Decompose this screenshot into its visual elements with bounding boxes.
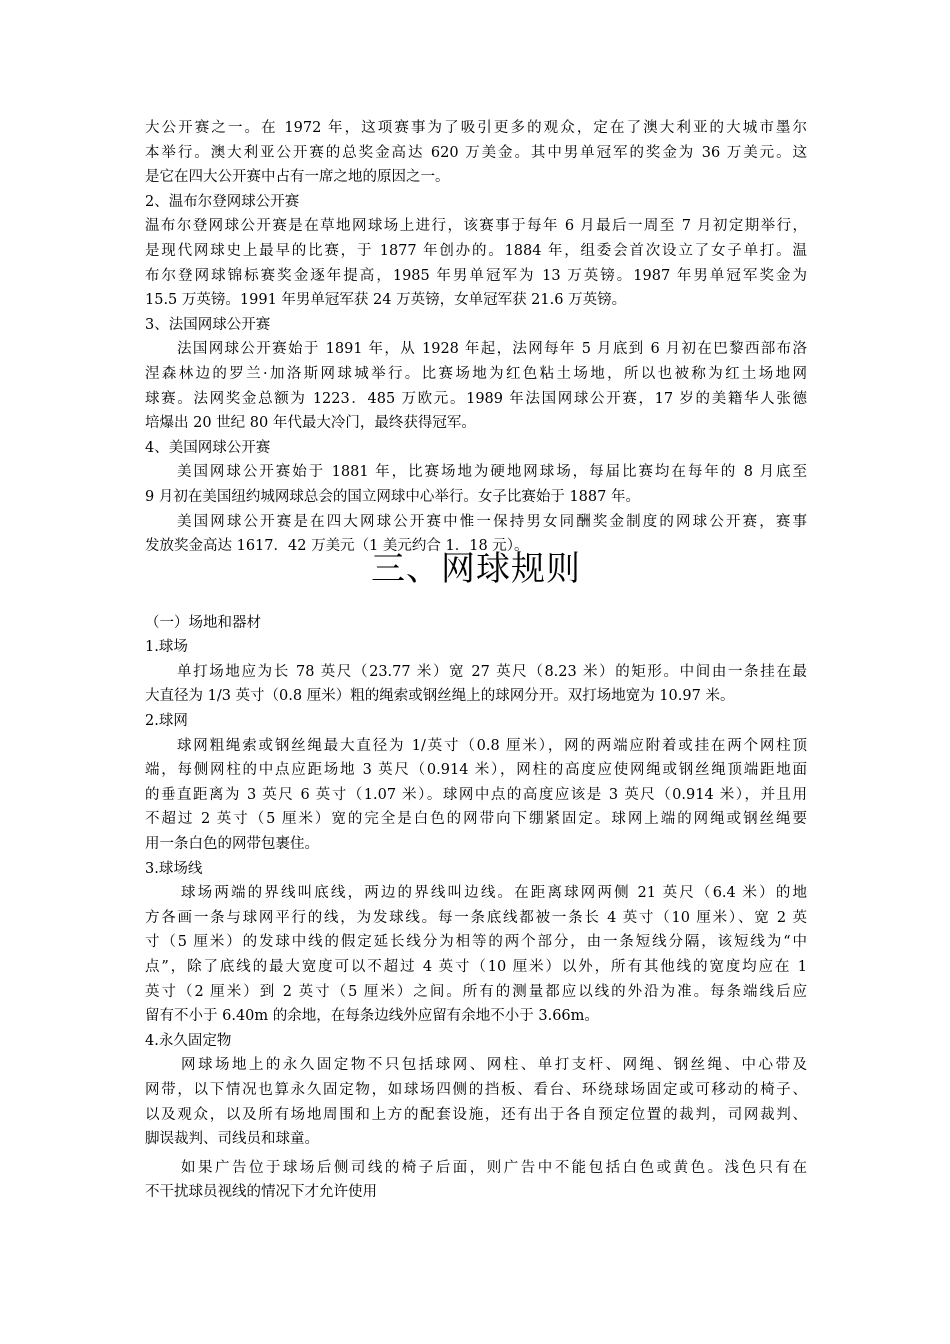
text-line: 单打场地应为长 78 英尺（23.77 米）宽 27 英尺（8.23 米）的矩形。中间由一条挂在最 [177,663,807,680]
court-heading: 1.球场 [145,639,188,656]
us-open-paragraph [145,460,807,558]
text-line: 端，每侧网柱的中点应距场地 3 英尺（0.914 米），网柱的高度应使网绳或钢丝绳顶端距地面 [145,762,807,779]
text-line: 不干扰球员视线的情况下才允许使用 [145,1184,377,1201]
text-line: 布尔登网球锦标赛奖金逐年提高，1985 年男单冠军为 13 万英镑。1987 年男单冠军奖金为 [145,267,807,284]
text-line: 的垂直距离为 3 英尺 6 英寸（1.07 米）。球网中点的高度应该是 3 英尺（0.914 米），并且用 [145,786,807,803]
text-line: 球网粗绳索或钢丝绳最大直径为 1/英寸（0.8 厘米），网的两端应附着或挂在两个网柱顶 [177,737,807,754]
rules-sub-heading: （一）场地和器材 [145,614,261,631]
text-line: 美国网球公开赛始于 1881 年，比赛场地为硬地网球场，每届比赛均在每年的 8 月底至 [177,464,807,481]
text-line: 温布尔登网球公开赛是在草地网球场上进行，该赛事于每年 6 月最后一周至 7 月初定期举行， [145,218,807,235]
text-line: 培爆出 20 世纪 80 年代最大冷门，最终获得冠军。 [145,415,476,432]
text-line: 留有不小于 6.40m 的余地，在每条边线外应留有余地不小于 3.66m。 [145,1008,599,1025]
text-line: 网球场地上的永久固定物不只包括球网、网柱、单打支杆、网绳、钢丝绳、中心带及 [181,1057,807,1074]
french-open-paragraph [145,337,807,435]
text-line: 以及观众，以及所有场地周围和上方的配套设施，还有出于各自预定位置的裁判，司网裁判、 [145,1106,807,1123]
text-line: 是现代网球史上最早的比赛，于 1877 年创办的。1884 年，组委会首次设立了女子单打。温 [145,242,807,259]
text-line: 发放奖金高达 1617．42 万美元（1 美元约合 1．18 元）。 [145,538,529,555]
text-line: 网带，以下情况也算永久固定物，如球场四侧的挡板、看台、环绕球场固定或可移动的椅子、 [145,1081,807,1098]
text-line: 不超过 2 英寸（5 厘米）宽的完全是白色的网带向下绷紧固定。球网上端的网绳或钢丝绳要 [145,811,807,828]
wimbledon-heading: 2、温布尔登网球公开赛 [145,193,300,210]
us-open-heading: 4、美国网球公开赛 [145,439,271,456]
text-line: 球赛。法网奖金总额为 1223．485 万欧元。1989 年法国网球公开赛，17 岁的美籍华人张德 [145,390,807,407]
wimbledon-paragraph [145,214,807,312]
fixtures-heading: 4.永久固定物 [145,1032,232,1049]
australian-open-paragraph [145,116,807,190]
document-page [145,116,807,1205]
text-line: 脚误裁判、司线员和球童。 [145,1131,319,1148]
text-line: 9 月初在美国纽约城网球总会的国立网球中心举行。女子比赛始于 1887 年。 [145,488,640,505]
text-line: 是它在四大公开赛中占有一席之地的原因之一。 [145,169,450,186]
text-line: 涅森林边的罗兰·加洛斯网球城举行。比赛场地为红色粘土场地，所以也被称为红土场地网 [145,365,807,382]
fixtures-paragraph [145,1053,807,1205]
text-line: 英寸（2 厘米）到 2 英寸（5 厘米）之间。所有的测量都应以线的外沿为准。每条端线后应 [145,983,807,1000]
french-open-heading: 3、法国网球公开赛 [145,316,271,333]
text-line: 本举行。澳大利亚公开赛的总奖金高达 620 万美金。其中男单冠军的奖金为 36 万美元。这 [145,144,807,161]
text-line: 如果广告位于球场后侧司线的椅子后面，则广告中不能包括白色或黄色。浅色只有在 [181,1159,807,1176]
text-line: 寸（5 厘米）的发球中线的假定延长线分为相等的两个部分，由一条短线分隔，该短线为“中 [145,934,807,951]
text-line: 用一条白色的网带包裹住。 [145,836,319,853]
net-paragraph [145,734,807,857]
text-line: 大公开赛之一。在 1972 年，这项赛事为了吸引更多的观众，定在了澳大利亚的大城市墨尔 [145,120,807,136]
court-lines-paragraph [145,881,807,1029]
text-line: 15.5 万英镑。1991 年男单冠军获 24 万英镑，女单冠军获 21.6 万英镑。 [145,292,627,309]
text-line: 球场两端的界线叫底线，两边的界线叫边线。在距离球网两侧 21 英尺（6.4 米）的地 [181,885,807,902]
text-line: 方各画一条与球网平行的线，为发球线。每一条底线都被一条长 4 英寸（10 厘米）、宽 2 英 [145,909,807,926]
text-line: 法国网球公开赛始于 1891 年，从 1928 年起，法网每年 5 月底到 6 月初在巴黎西部布洛 [177,341,807,358]
text-line: 美国网球公开赛是在四大网球公开赛中惟一保持男女同酬奖金制度的网球公开赛，赛事 [177,513,807,530]
court-lines-heading: 3.球场线 [145,860,203,877]
text-line: 点”，除了底线的最大宽度可以不超过 4 英寸（10 厘米）以外，所有其他线的宽度均应在 1 [145,959,807,975]
text-line: 大直径为 1/3 英寸（0.8 厘米）粗的绳索或钢丝绳上的球网分开。双打场地宽为 10.97 米。 [145,688,735,705]
section-title: 三、网球规则 [371,548,581,589]
court-paragraph [145,660,807,709]
net-heading: 2.球网 [145,713,188,730]
